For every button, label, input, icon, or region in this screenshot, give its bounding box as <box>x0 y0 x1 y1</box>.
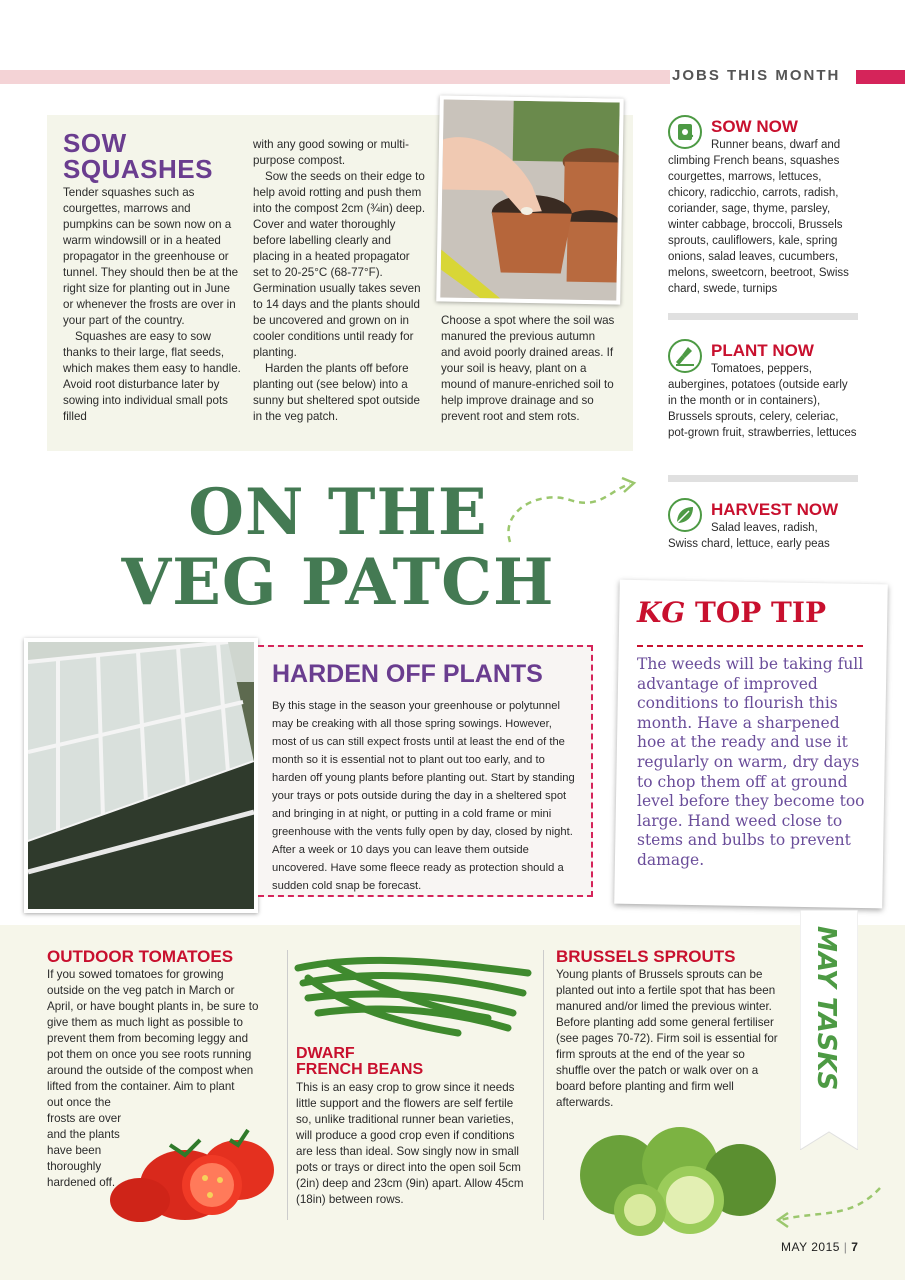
dashed-arrow-decoration <box>770 1180 885 1230</box>
main-title-line-2: VEG PATCH <box>121 545 555 620</box>
outdoor-tomatoes-title: OUTDOOR TOMATOES <box>47 947 234 966</box>
sow-column-3 <box>441 313 616 425</box>
outdoor-tomatoes-text-wide: If you sowed tomatoes for growing outside on the veg patch in March or April, or have bought plants in, be sure to give them as much light as possible to prevent them from becoming leggy and pot them on once you see roots running around the outside of the compost when lifted from the container. Aim to plant <box>47 968 259 1093</box>
sow-now-text-first: Runner beans, dwarf and <box>711 139 841 151</box>
sow-now-heading: SOW NOW <box>711 117 798 136</box>
kg-label: KG <box>637 596 686 629</box>
tomatoes-photo <box>110 1100 280 1225</box>
leaf-icon <box>668 498 702 532</box>
paragraph: Squashes are easy to sow thanks to their large, flat seeds, which makes them easy to handle. Avoid root disturbance later by sowing into individual small pots filled <box>63 330 241 423</box>
plant-now-heading: PLANT NOW <box>711 341 814 360</box>
issue-date: MAY 2015 <box>781 1240 840 1254</box>
title-line-2: SQUASHES <box>63 154 213 184</box>
plant-now-text-first: Tomatoes, peppers, <box>711 363 813 375</box>
may-tasks-label: MAY TASKS <box>811 926 841 1091</box>
main-title-line-1: ON THE <box>188 475 488 550</box>
harden-off-title: HARDEN OFF PLANTS <box>272 660 543 688</box>
paragraph: Sow the seeds on their edge to help avoid rotting and push them into the compost 2cm (¾in) deep. Cover and water thoroughly before labelling clearly and placing in a heated propagator set to 20-25°C (68-77°F). Germination usually takes seven to 14 days and the plants should be uncovered and grown on in cooler conditions until ready for planting. <box>253 170 426 359</box>
harvest-now-heading: HARVEST NOW <box>711 500 839 519</box>
title-line-1: SOW <box>63 128 127 158</box>
top-tip-body: The weeds will be taking full advantage of improved conditions to flourish this month. Have a sharpened hoe at the ready and use it regularly on warm, dry days to chop them off at ground level before they become too large. Hand weed close to stems and bulbs to prevent damage. <box>637 655 865 869</box>
header-band <box>0 70 670 84</box>
title-line-2: FRENCH BEANS <box>296 1061 424 1078</box>
dwarf-beans-text: This is an easy crop to grow since it needs little support and the flowers are self fertile so, unlike traditional runner bean varieties, will produce a good crop even if conditions are less than ideal. Sow singly now in small pots or trays or direct into the open soil 5cm (2in) deep and 23cm (9in) apart. Allow 45cm (18in) between rows. <box>296 1081 524 1206</box>
column-divider <box>543 950 544 1220</box>
sow-now-text: climbing French beans, squashes courgettes, marrows, lettuces, chicory, radicchio, carrots, radish, coriander, sage, thyme, parsley, winter cabbage, broccoli, Brussels sprouts, cauliflowers, kale, spring onions, salad leaves, cucumbers, melons, sweetcorn, beetroot, Swiss chard, swede, turnips <box>668 155 849 295</box>
top-tip-rule <box>637 645 863 647</box>
dashed-arrow-decoration <box>500 470 640 550</box>
paragraph: with any good sowing or multi-purpose compost. <box>253 138 409 167</box>
sow-column-1 <box>63 185 243 425</box>
page-footer: MAY 2015 | 7 <box>781 1240 859 1254</box>
outdoor-tomatoes-text-narrow: out once the frosts are over and the plants have been thoroughly hardened off. <box>47 1096 122 1189</box>
header-accent-bar <box>856 70 905 84</box>
sow-squashes-title <box>63 130 213 182</box>
brussels-sprouts-text: Young plants of Brussels sprouts can be planted out into a fertile spot that has been manured and/or limed the previous winter. Before planting add some general fertiliser (see pages 70-72). Firm soil is essential for firm sprouts at the end of the year so shuffle over the patch or walk over on a board before planting and firm well afterwards. <box>556 968 778 1109</box>
paragraph: Harden the plants off before planting out (see below) into a sunny but sheltered spot outside in the veg patch. <box>253 362 420 423</box>
may-tasks-ribbon <box>800 910 858 1150</box>
paragraph: Choose a spot where the soil was manured the previous autumn and avoid poorly drained areas. If your soil is heavy, plant on a mound of manure-enriched soil to help improve drainage and so prevent root and stem rots. <box>441 314 615 423</box>
brussels-sprouts-photo <box>570 1120 790 1238</box>
divider <box>668 313 858 320</box>
title-line-1: DWARF <box>296 1045 355 1062</box>
brussels-sprouts-title: BRUSSELS SPROUTS <box>556 947 736 966</box>
plant-now-text: aubergines, potatoes (outside early in the month or in containers), Brussels sprouts, celery, celeriac, pot-grown fruit, strawberries, lettuces <box>668 379 857 439</box>
dwarf-beans-title <box>296 1046 423 1078</box>
divider <box>668 475 858 482</box>
french-beans-photo <box>288 948 538 1043</box>
greenhouse-photo <box>24 638 258 913</box>
page-number: 7 <box>851 1240 859 1254</box>
seed-packet-icon <box>668 115 702 149</box>
top-tip-label: TOP TIP <box>695 596 827 629</box>
paragraph: Tender squashes such as courgettes, marrows and pumpkins can be sown now on a warm windowsill or in a heated propagator in the greenhouse or tunnel. They should then be at the right size for planting out in June or whenever the frosts are over in your part of the country. <box>63 186 239 327</box>
harvest-now-text-first: Salad leaves, radish, <box>711 522 818 534</box>
trowel-icon <box>668 339 702 373</box>
sow-column-2 <box>253 137 428 425</box>
harden-off-text: By this stage in the season your greenhouse or polytunnel may be creaking with all those spring sowings. However, most of us can still expect frosts until at least the end of the month so it is essential not to plant out too early, and to harden off young plants before planting out. Start by standing your trays or pots outside during the day in a sheltered spot and bringing in at night, or putting in a cold frame or mini greenhouse with the vents fully open by day, closed by night. After a week or 10 days you can leave them outside uncovered. Have some fleece ready as protection should a sudden cold snap be forecast. <box>272 700 575 892</box>
seed-sowing-photo <box>436 95 624 304</box>
section-title: JOBS THIS MONTH <box>672 67 841 84</box>
top-tip-heading <box>637 596 826 629</box>
harvest-now-text: Swiss chard, lettuce, early peas <box>668 538 830 550</box>
